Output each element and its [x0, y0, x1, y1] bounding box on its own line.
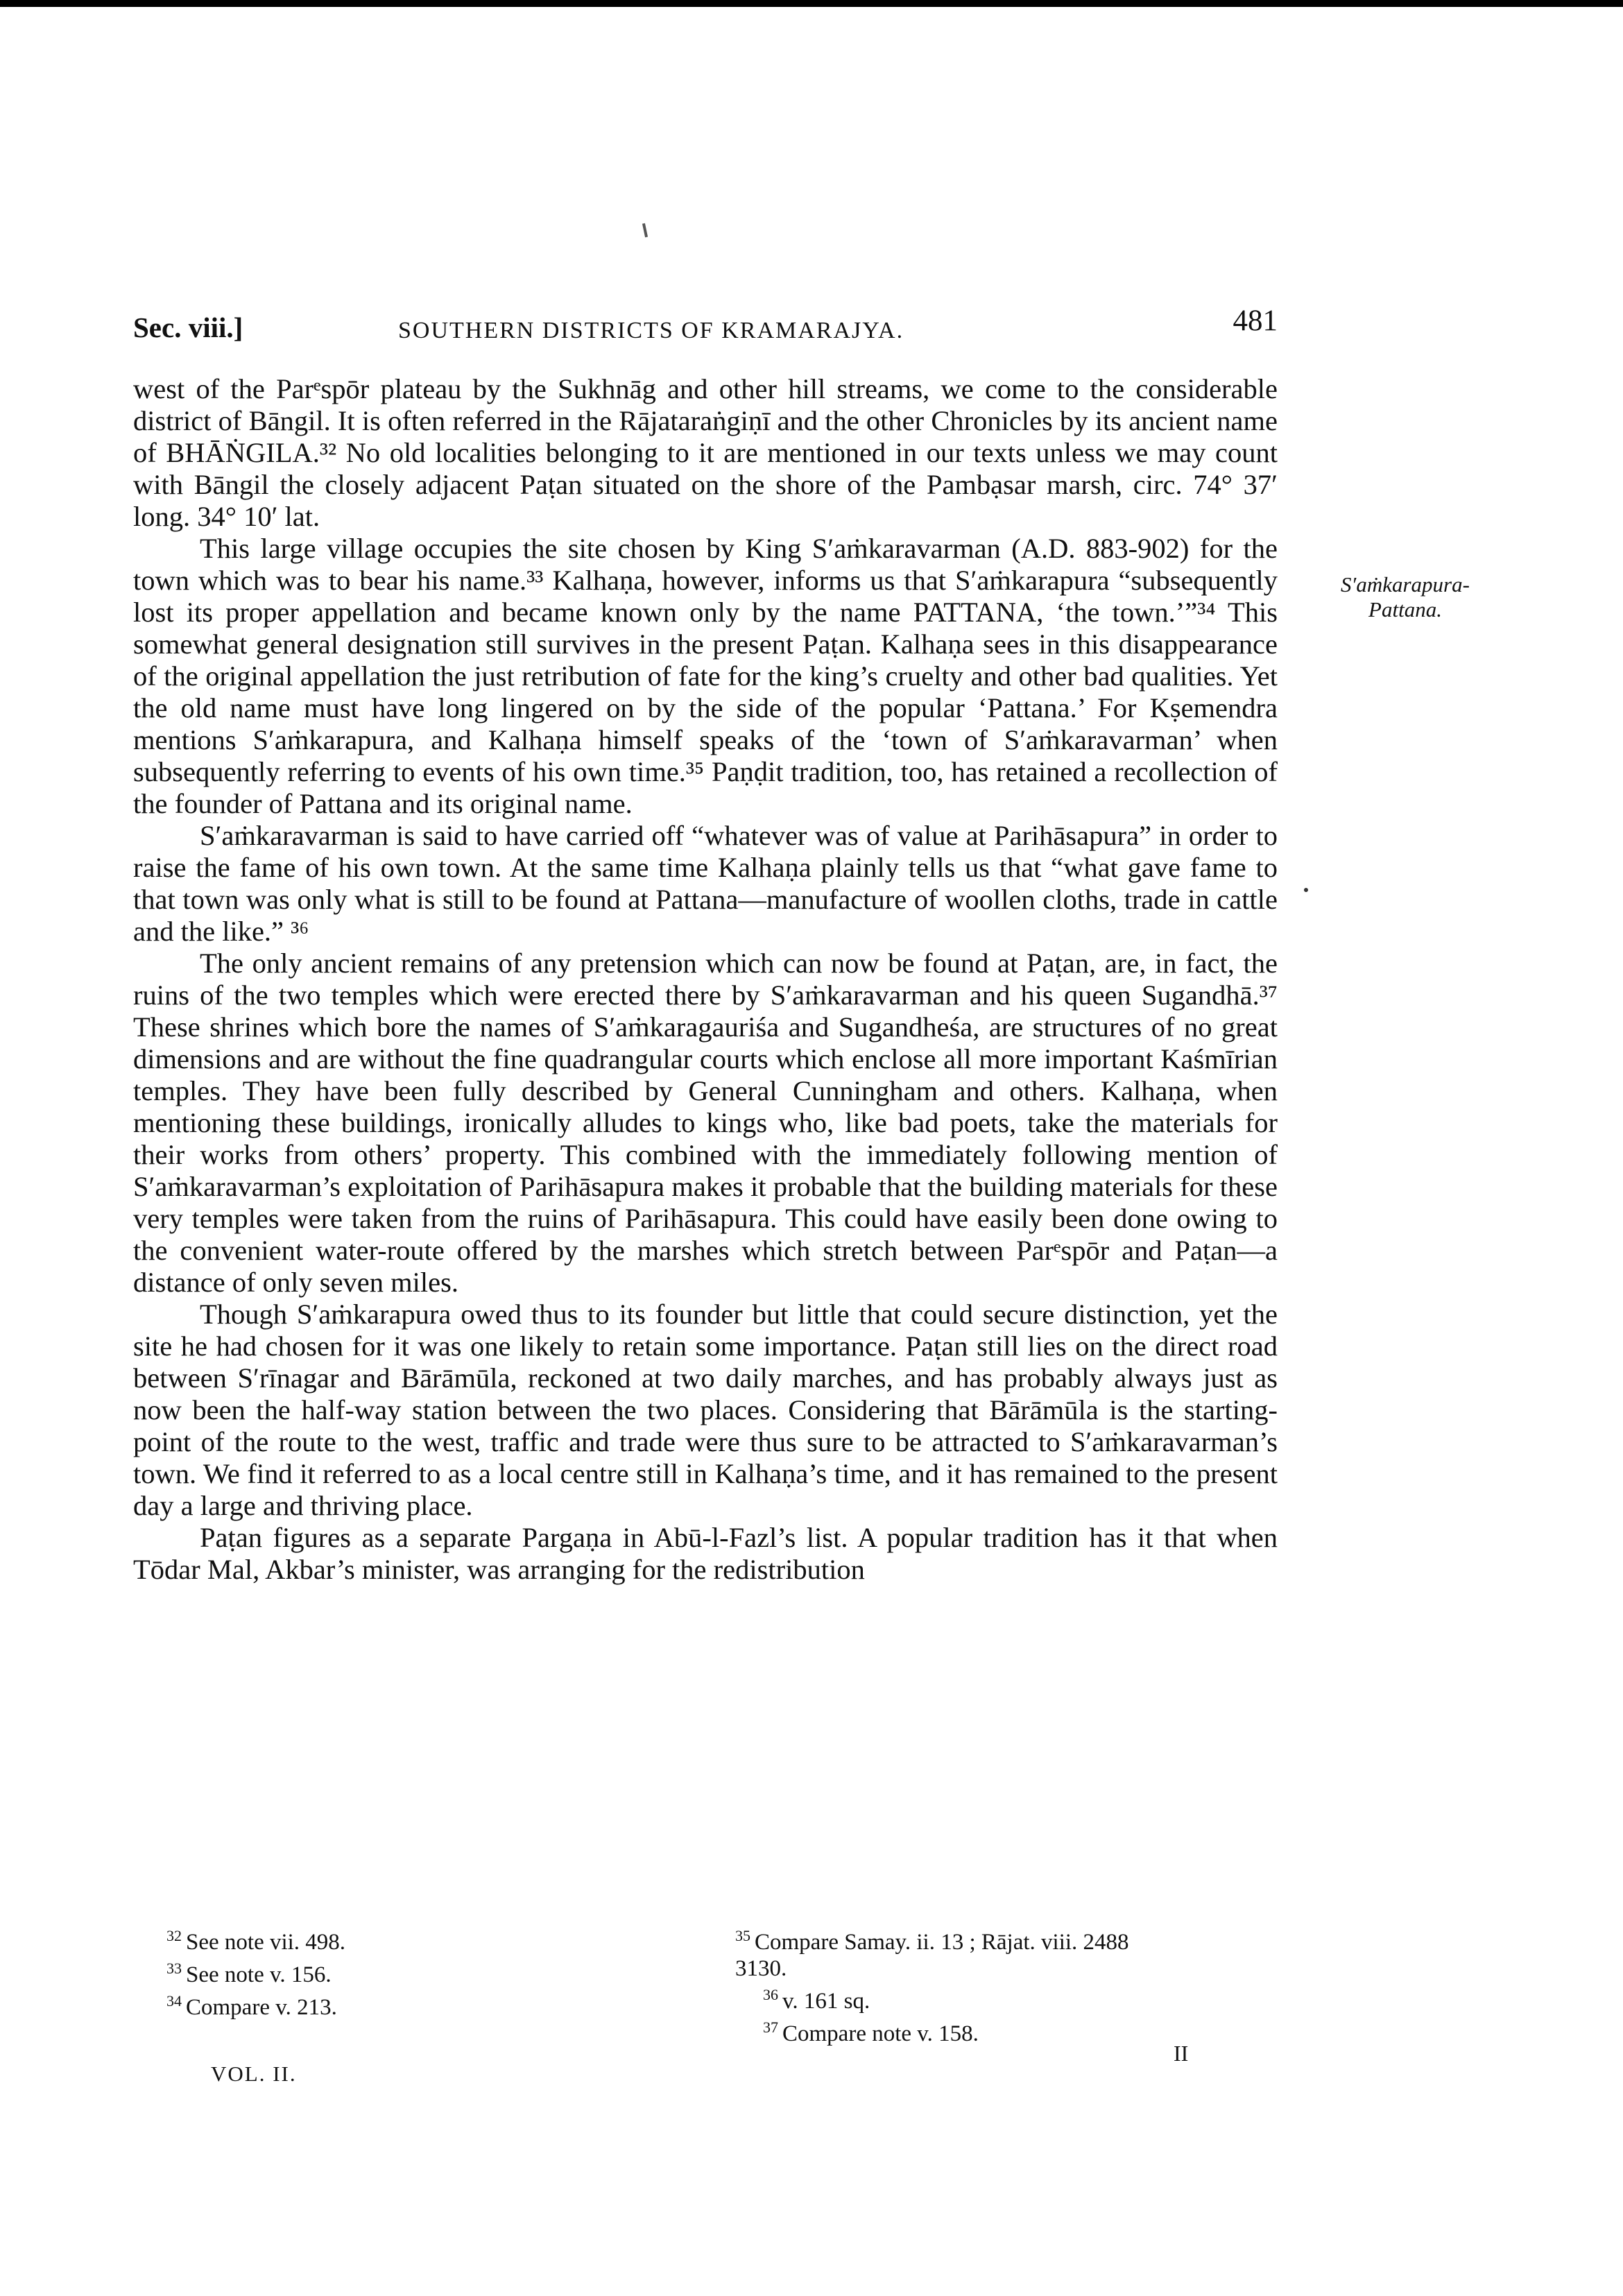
footnote-continuation: 3130.: [735, 1956, 787, 1981]
footnote: [735, 1923, 1290, 1955]
paragraph: This large village occupies the site chosen by King S′aṁkaravarman (A.D. 883-902) for the town which was to bear his name.³³ Kalhaṇa, however, informs us that S′aṁkarapura “subsequently lost its proper appellation and became known only by the name PATTANA, ‘the town.’”³⁴ This somewhat general designation still survives in the present Paṭan. Kalhaṇa sees in this disappearance of the original appellation the just retribution of fate for the king’s cruelty and other bad qualities. Yet the old name must have long lingered on by the side of the popular ‘Pattana.’ For Kṣemendra mentions S′aṁkarapura, and Kalhaṇa himself speaks of the ‘town of S′aṁkaravarman’ when subsequently referring to events of his own time.³⁵ Paṇḍit tradition, too, has retained a recollection of the founder of Pattana and its original name.: [133, 533, 1278, 819]
footnote: [166, 1955, 694, 1988]
footnote-number: 34: [166, 1992, 182, 2010]
section-label: Sec. viii.]: [133, 311, 243, 343]
footnote: [166, 1923, 694, 1955]
paragraph: west of the Parᵉspōr plateau by the Sukhnāg and other hill streams, we come to the considerable district of Bāngil. It is often referred in the Rājataraṅgiṇī and the other Chronicles by its ancient name of BHĀṄGILA.³² No old localities belonging to it are mentioned in our texts unless we may count with Bāngil the closely adjacent Paṭan situated on the shore of the Pambạsar marsh, circ. 74° 37′ long. 34° 10′ lat.: [133, 373, 1278, 532]
footnote-number: 37: [763, 2019, 778, 2036]
paragraph: Paṭan figures as a separate Pargaṇa in Abū-l-Fazl’s list. A popular tradition has it that when Tōdar Mal, Akbar’s minister, was arranging for the redistribution: [133, 1522, 1278, 1585]
top-border-rule: [0, 0, 1623, 7]
page-number: 481: [1233, 305, 1278, 337]
margin-note: [1315, 572, 1495, 622]
footnotes-left-column: [166, 1923, 694, 2021]
footnote-text: Compare note v. 158.: [782, 2021, 979, 2046]
paragraph: Though S′aṁkarapura owed thus to its founder but little that could secure distinction, yet the site he had chosen for it was one likely to retain some importance. Paṭan still lies on the direct road between S′rīnagar and Bārāmūla, reckoned at two daily marches, and has probably always just as now been the half-way station between the two places. Considering that Bārāmūla is the starting-point of the route to the west, traffic and trade were thus sure to be attracted to S′aṁkaravarman’s town. We find it referred to as a local centre still in Kalhaṇa’s time, and it has remained to the present day a large and thriving place.: [133, 1299, 1278, 1521]
footnote: [735, 1982, 1290, 2014]
footnote-number: 35: [735, 1927, 750, 1944]
margin-dot: [1304, 888, 1308, 892]
margin-note-line: S′aṁkarapura-: [1341, 572, 1470, 597]
scan-speck: [642, 223, 648, 237]
footnotes-right-column: [735, 1923, 1290, 2047]
footnote-text: Compare Samay. ii. 13 ; Rājat. viii. 2488: [755, 1930, 1129, 1955]
page-header: [133, 304, 1278, 352]
footnote-text: See note vii. 498.: [186, 1930, 346, 1955]
paragraph: S′aṁkaravarman is said to have carried off “whatever was of value at Parihāsapura” in order to raise the fame of his own town. At the same time Kalhaṇa plainly tells us that “what gave fame to that town was only what is still to be found at Pattana—manufacture of woollen cloths, trade in cattle and the like.” ³⁶: [133, 820, 1278, 947]
footnote-number: 33: [166, 1960, 182, 1977]
signature-mark: II: [1174, 2041, 1189, 2066]
volume-signature: VOL. II.: [211, 2062, 297, 2086]
footnote-text: v. 161 sq.: [782, 1989, 870, 2014]
footnote: [735, 2014, 1290, 2047]
footnote-text: See note v. 156.: [186, 1962, 332, 1987]
margin-note-line: Pattana.: [1368, 597, 1442, 622]
footnote-number: 32: [166, 1927, 182, 1944]
main-text: [133, 373, 1278, 1586]
running-title: SOUTHERN DISTRICTS OF KRAMARAJYA.: [398, 318, 904, 343]
footnote: [166, 1988, 694, 2021]
footnote-number: 36: [763, 1986, 778, 2003]
paragraph: The only ancient remains of any pretension which can now be found at Paṭan, are, in fact, the ruins of the two temples which were erected there by S′aṁkaravarman and his queen Sugandhā.³⁷ These shrines which bore the names of S′aṁkaragauriśa and Sugandheśa, are structures of no great dimensions and are without the fine quadrangular courts which enclose all more important Kaśmīrian temples. They have been fully described by General Cunningham and others. Kalhaṇa, when mentioning these buildings, ironically alludes to kings who, like bad poets, take the materials for their works from others’ property. This combined with the immediately following mention of S′aṁkaravarman’s exploitation of Parihāsapura makes it probable that the building materials for these very temples were taken from the ruins of Parihāsapura. This could have easily been done owing to the convenient water-route offered by the marshes which stretch between Parᵉspōr and Paṭan—a distance of only seven miles.: [133, 948, 1278, 1298]
footnote-text: Compare v. 213.: [186, 1995, 337, 2020]
